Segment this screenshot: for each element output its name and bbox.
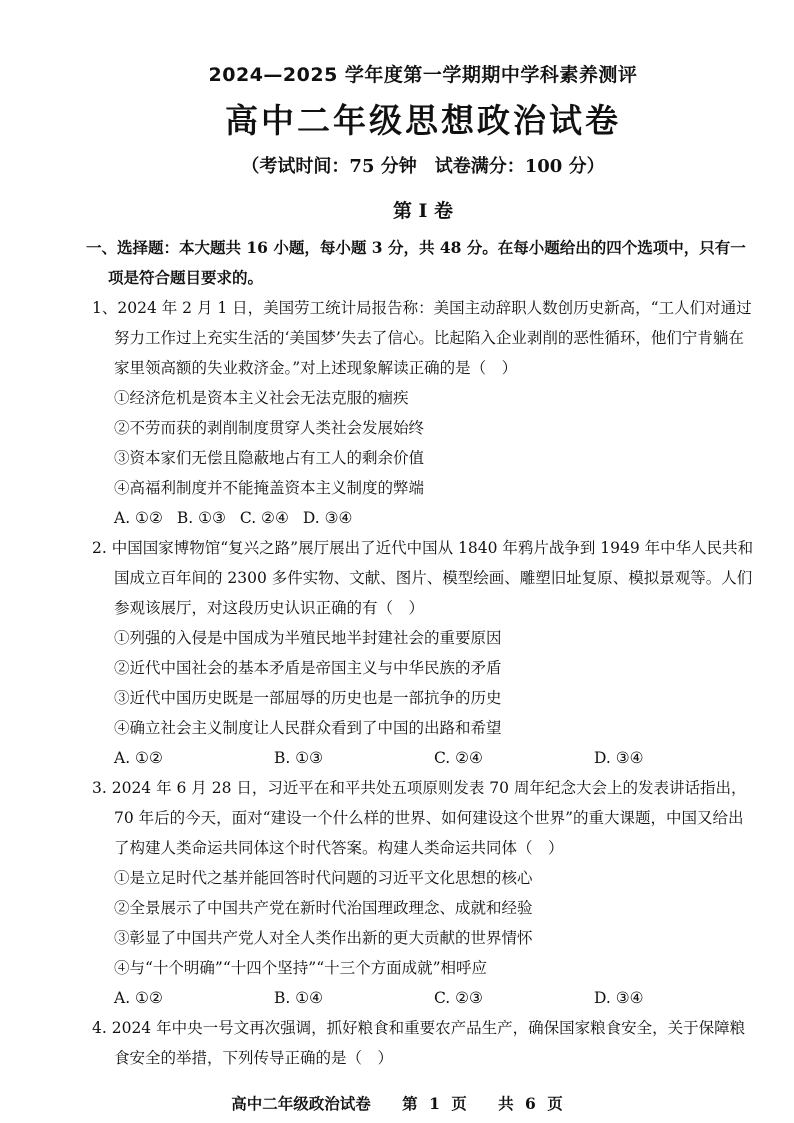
question-stem: 4. 2024 年中央一号文再次强调，抓好粮食和重要农产品生产，确保国家粮食安全，关于保障粮食安全的举措，下列传导正确的是（ ）: [92, 1019, 746, 1067]
footer-page-number: 第 1 页: [402, 1094, 467, 1113]
volume-heading: 第 I 卷: [392, 200, 454, 222]
footer-page-total: 共 6 页: [498, 1094, 563, 1113]
choice-b: B. ①③: [274, 749, 324, 767]
choice-a: A. ①②: [114, 989, 163, 1007]
statement-option: ④高福利制度并不能掩盖资本主义制度的弊端: [114, 479, 425, 497]
question-3: [92, 773, 754, 1013]
statement-option: ②近代中国社会的基本矛盾是帝国主义与中华民族的矛盾: [114, 659, 502, 677]
statement-option: ③近代中国历史既是一部屈辱的历史也是一部抗争的历史: [114, 689, 502, 707]
choice-c: C. ②④: [434, 749, 483, 767]
answer-choices: [92, 743, 754, 773]
exam-info: （考试时间：75 分钟 试卷满分：100 分）: [241, 156, 605, 177]
statement-option: ③资本家们无偿且隐蔽地占有工人的剩余价值: [114, 449, 425, 467]
question-2: [92, 533, 754, 773]
footer-subject: 高中二年级政治试卷: [231, 1094, 371, 1113]
choice-c: C. ②③: [434, 989, 483, 1007]
statement-option: ②全景展示了中国共产党在新时代治国理政理念、成就和经验: [114, 899, 533, 917]
choice-b: B. ①③: [176, 509, 226, 527]
choice-b: B. ①④: [274, 989, 324, 1007]
statement-option: ①是立足时代之基并能回答时代问题的习近平文化思想的核心: [114, 869, 533, 887]
question-1: [92, 293, 754, 533]
answer-choices: [92, 503, 754, 533]
choice-c: C. ②④: [239, 509, 289, 527]
choice-a: A. ①②: [114, 509, 163, 527]
choice-d: D. ③④: [302, 509, 353, 527]
statement-option: ④与“十个明确”“十四个坚持”“十三个方面成就”相呼应: [114, 959, 488, 977]
statement-option: ①列强的入侵是中国成为半殖民地半封建社会的重要原因: [114, 629, 502, 647]
statement-option: ④确立社会主义制度让人民群众看到了中国的出路和希望: [114, 719, 502, 737]
section-instruction: 一、选择题：本大题共 16 小题，每小题 3 分，共 48 分。在每小题给出的四个选项中，只有一项是符合题目要求的。: [86, 238, 746, 287]
page-footer: [0, 1092, 794, 1114]
question-stem: 1、2024 年 2 月 1 日，美国劳工统计局报告称：美国主动辞职人数创历史新高，“工人们对通过努力工作过上充实生活的‘美国梦’失去了信心。比起陷入企业剥削的恶性循环，他们宁肯躺在家里领高额的失业救济金。”对上述现象解读正确的是（ ）: [92, 299, 752, 377]
statement-option: ②不劳而获的剥削制度贯穿人类社会发展始终: [114, 419, 425, 437]
question-4: [92, 1013, 754, 1073]
statement-option: ①经济危机是资本主义社会无法克服的痼疾: [114, 389, 409, 407]
statement-option: ③彰显了中国共产党人对全人类作出新的更大贡献的世界情怀: [114, 929, 533, 947]
answer-choices: [92, 983, 754, 1013]
question-stem: 3. 2024 年 6 月 28 日，习近平在和平共处五项原则发表 70 周年纪念大会上的发表讲话指出，70 年后的今天，面对“建设一个什么样的世界、如何建设这个世界”的重大课题，中国又给出了构建人类命运共同体这个时代答案。构建人类命运共同体（ ）: [92, 779, 747, 857]
choice-d: D. ③④: [594, 749, 644, 767]
term-line: 2024—2025 学年度第一学期期中学科素养测评: [208, 64, 638, 86]
page-title: 高中二年级思想政治试卷: [225, 101, 621, 140]
question-stem: 2. 中国国家博物馆“复兴之路”展厅展出了近代中国从 1840 年鸦片战争到 1949 年中华人民共和国成立百年间的 2300 多件实物、文献、图片、模型绘画、雕塑旧址复原、模拟景观等。人们参观该展厅，对这段历史认识正确的有（ ）: [92, 539, 754, 617]
choice-d: D. ③④: [594, 989, 644, 1007]
choice-a: A. ①②: [114, 749, 163, 767]
